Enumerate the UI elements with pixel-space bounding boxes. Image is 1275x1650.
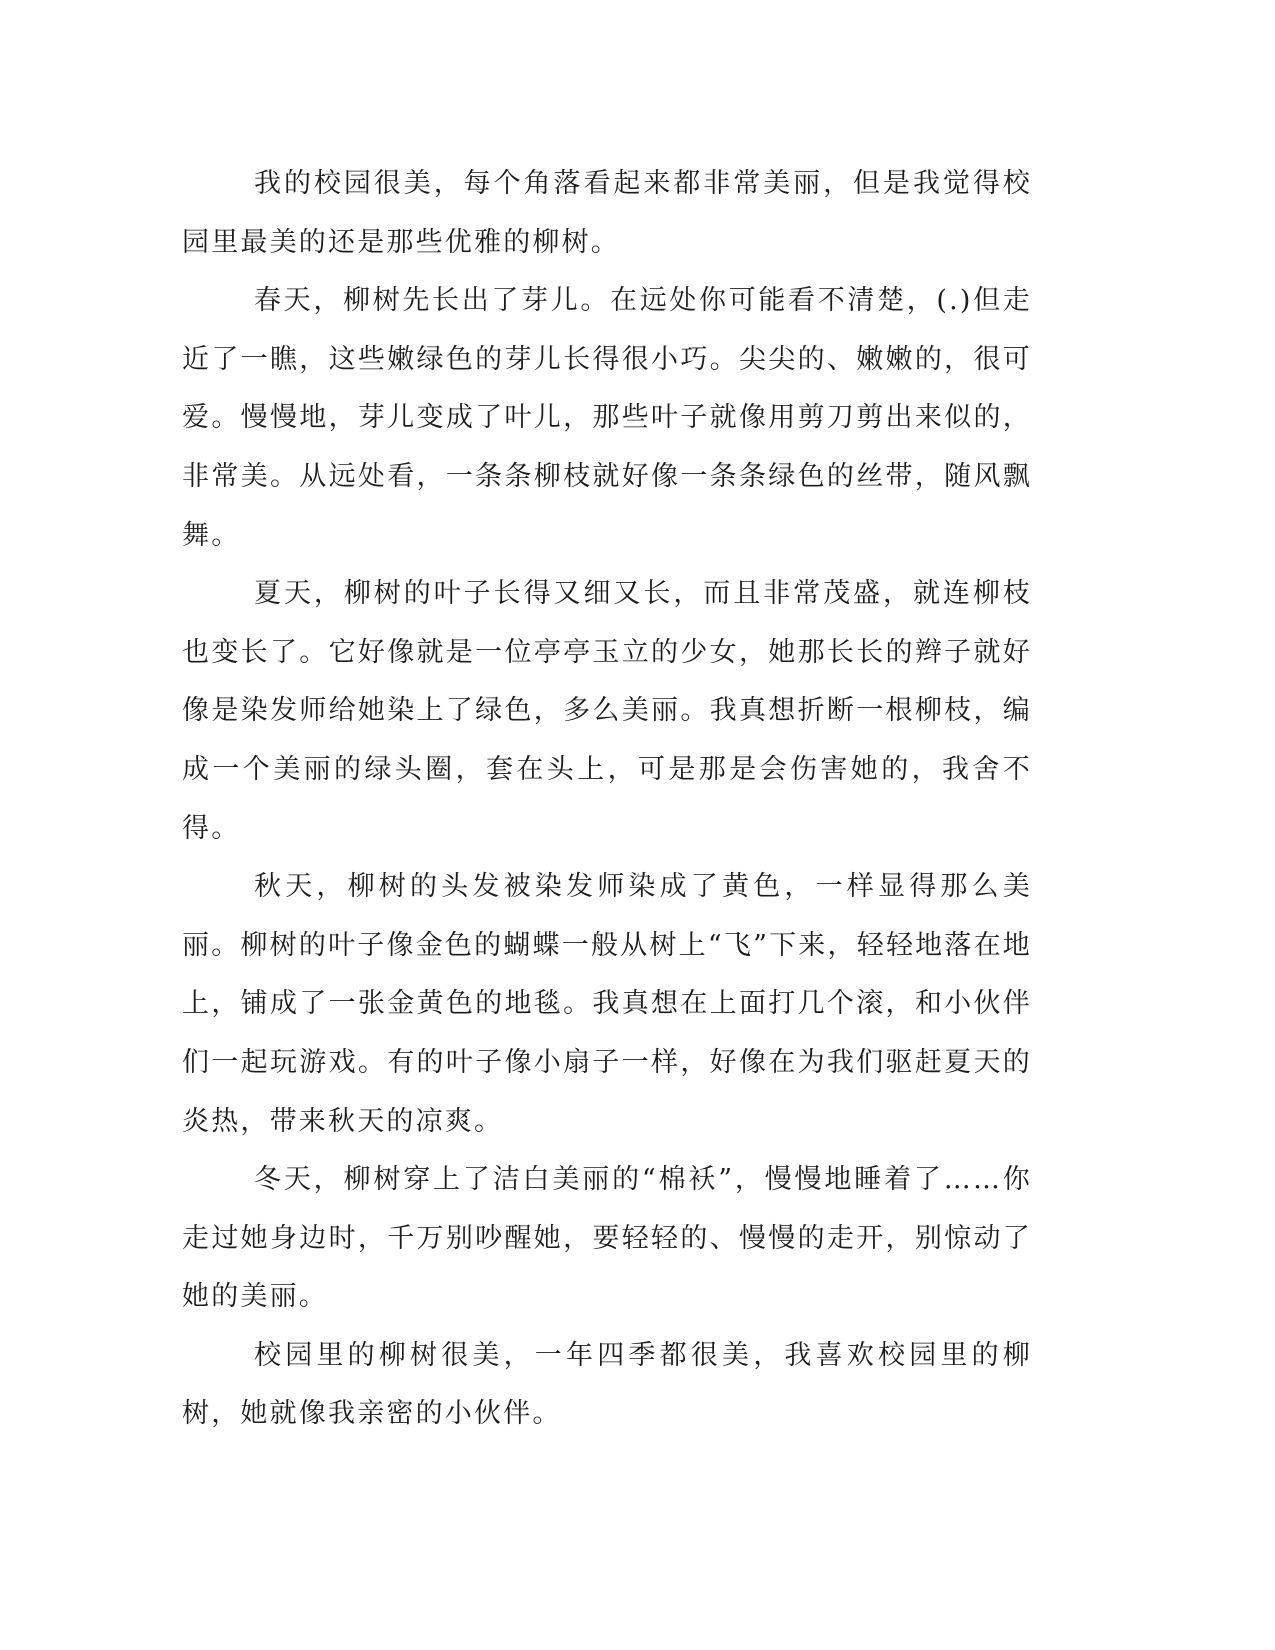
paragraph-conclusion: 校园里的柳树很美，一年四季都很美，我喜欢校园里的柳树，她就像我亲密的小伙伴。: [182, 1339, 1032, 1430]
paragraph-winter: 冬天，柳树穿上了洁白美丽的“棉袄”，慢慢地睡着了……你走过她身边时，千万别吵醒她，要轻轻的、慢慢的走开，别惊动了她的美丽。: [182, 1164, 1032, 1313]
paragraph-summer: 夏天，柳树的叶子长得又细又长，而且非常茂盛，就连柳枝也变长了。它好像就是一位亭亭玉立的少女，她那长长的辫子就好像是染发师给她染上了绿色，多么美丽。我真想折断一根柳枝，编成一个美丽的绿头圈，套在头上，可是那是会伤害她的，我舍不得。: [182, 578, 1032, 844]
paragraph-autumn: 秋天，柳树的头发被染发师染成了黄色，一样显得那么美丽。柳树的叶子像金色的蝴蝶一般从树上“飞”下来，轻轻地落在地上，铺成了一张金黄色的地毯。我真想在上面打几个滚，和小伙伴们一起玩游戏。有的叶子像小扇子一样，好像在为我们驱赶夏天的炎热，带来秋天的凉爽。: [182, 871, 1032, 1137]
paragraph-intro: 我的校园很美，每个角落看起来都非常美丽，但是我觉得校园里最美的还是那些优雅的柳树。: [182, 168, 1032, 258]
paragraph-spring: 春天，柳树先长出了芽儿。在远处你可能看不清楚，(.)但走近了一瞧，这些嫩绿色的芽儿长得很小巧。尖尖的、嫩嫩的，很可爱。慢慢地，芽儿变成了叶儿，那些叶子就像用剪刀剪出来似的，非常美。从远处看，一条条柳枝就好像一条条绿色的丝带，随风飘舞。: [182, 285, 1032, 551]
essay-body: [182, 155, 1032, 1444]
